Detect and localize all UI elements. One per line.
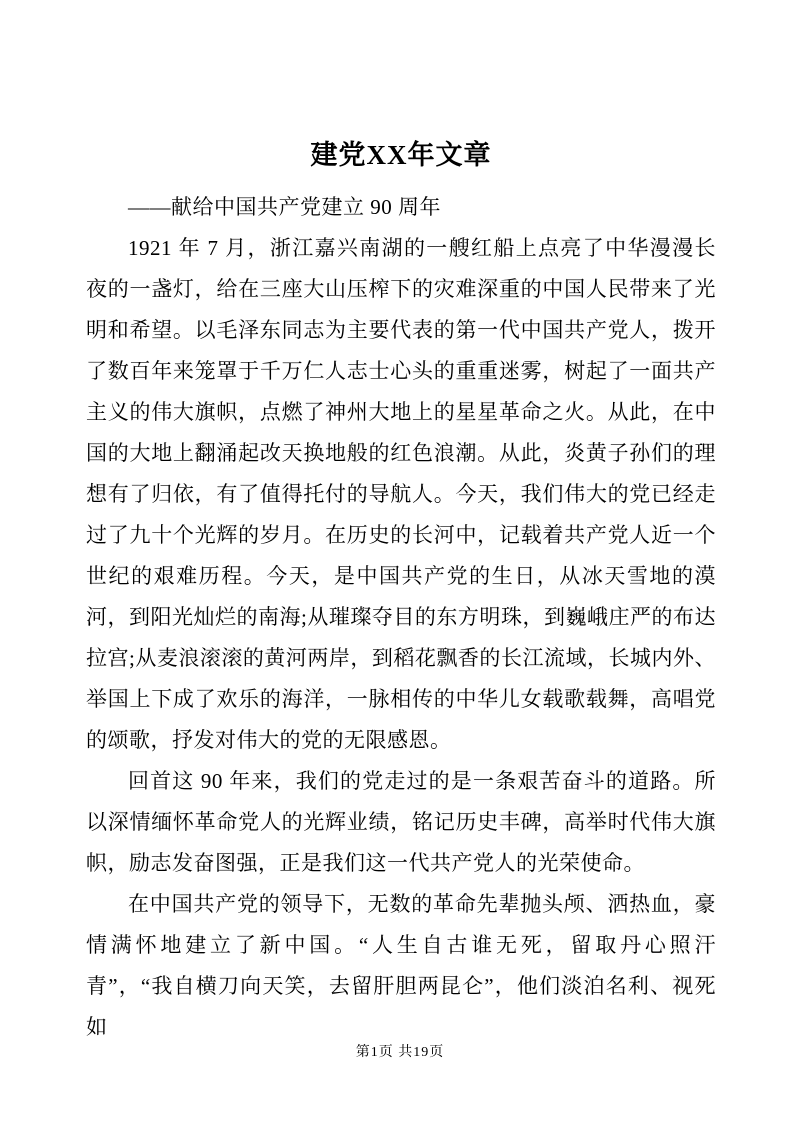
document-title: 建党XX年文章 xyxy=(310,140,492,170)
page-number-footer: 第1页 共19页 xyxy=(355,1045,445,1060)
paragraph-3: 在中国共产党的领导下，无数的革命先辈抛头颅、洒热血，豪情满怀地建立了新中国。“人生自古谁无死，留取丹心照汗青”，“我自横刀向天笑，去留肝胆两昆仑”，他们淡泊名利、视死如 xyxy=(86,892,716,1040)
paragraph-2: 回首这 90 年来，我们的党走过的是一条艰苦奋斗的道路。所以深情缅怀革命党人的光辉业绩，铭记历史丰碑，高举时代伟大旗帜，励志发奋图强，正是我们这一代共产党人的光荣使命。 xyxy=(86,769,716,876)
paragraph-1: 1921 年 7 月，浙江嘉兴南湖的一艘红船上点亮了中华漫漫长夜的一盏灯，给在三座大山压榨下的灾难深重的中国人民带来了光明和希望。以毛泽东同志为主要代表的第一代中国共产党人，拨开了数百年来笼罩于千万仁人志士心头的重重迷雾，树起了一面共产主义的伟大旗帜，点燃了神州大地上的星星革命之火。从此，在中国的大地上翻涌起改天换地般的红色浪潮。从此，炎黄子孙们的理想有了归依，有了值得托付的导航人。今天，我们伟大的党已经走过了九十个光辉的岁月。在历史的长河中，记载着共产党人近一个世纪的艰难历程。今天，是中国共产党的生日，从冰天雪地的漠河，到阳光灿烂的南海;从璀璨夺目的东方明珠，到巍峨庄严的布达拉宫;从麦浪滚滚的黄河两岸，到稻花飘香的长江流域，长城内外、举国上下成了欢乐的海洋，一脉相传的中华儿女载歌载舞，高唱党的颂歌，抒发对伟大的党的无限感恩。 xyxy=(86,236,716,753)
document-subtitle: ——献给中国共产党建立 90 周年 xyxy=(128,195,441,220)
